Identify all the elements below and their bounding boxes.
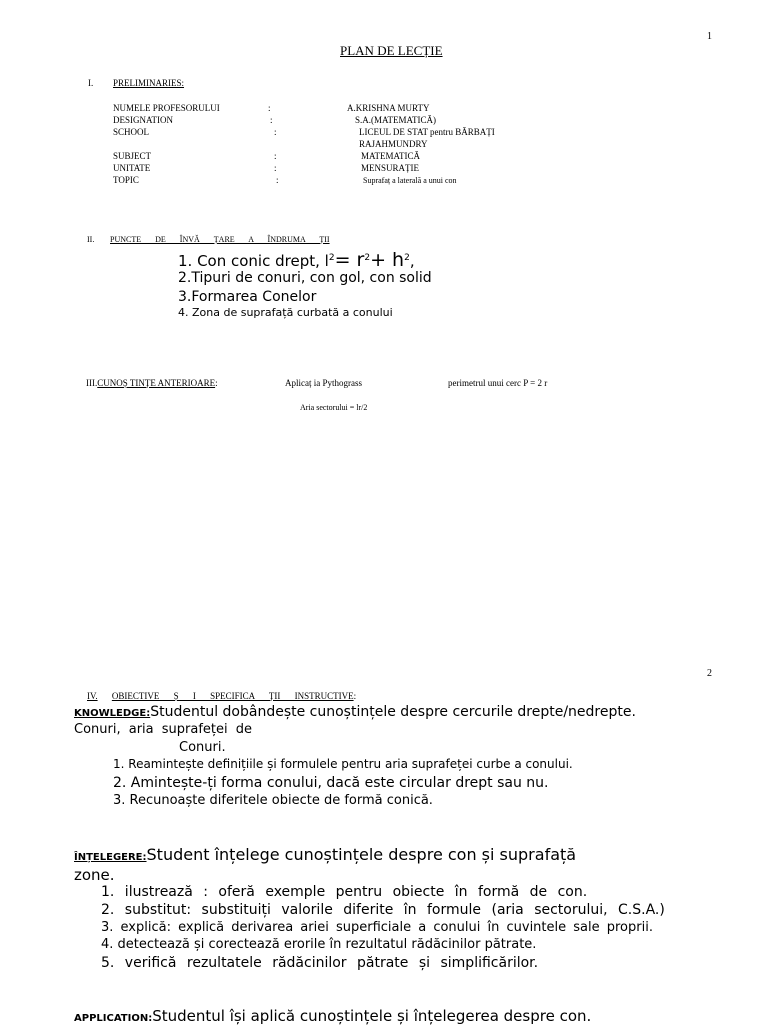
field-label: NUMELE PROFESORULUI xyxy=(113,103,220,113)
learning-point: 3.Formarea Conelor xyxy=(178,289,317,305)
knowledge-intro: KNOWLEDGE:Studentul dobândește cunoștințele despre cercurile drepte/nedrepte. xyxy=(74,704,636,720)
knowledge-item: 2. Amintește-ți forma conului, dacă este circular drept sau nu. xyxy=(113,775,549,791)
field-colon: : xyxy=(270,115,273,125)
field-colon: : xyxy=(274,151,277,161)
understanding-label: ÎNȚELEGERE: xyxy=(74,852,147,863)
learning-point: 4. Zona de suprafață curbată a conului xyxy=(178,306,393,319)
understanding-intro: ÎNȚELEGERE:Student înțelege cunoștințele despre con și suprafață xyxy=(74,845,577,864)
section-heading: IV. OBIECTIVE Ș I SPECIFICA ȚII INSTRUCTIVE: xyxy=(87,691,357,701)
page-number: 2 xyxy=(707,668,712,679)
knowledge-line: Conuri. xyxy=(179,740,226,755)
field-label: DESIGNATION xyxy=(113,115,173,125)
prior-knowledge-item: Aplicaț ia Pythograss xyxy=(285,378,362,388)
understanding-item: 4. detectează și corectează erorile în rezultatul rădăcinilor pătrate. xyxy=(101,937,537,952)
knowledge-line: Conuri, aria suprafeței de xyxy=(74,722,252,737)
understanding-item: 3. explică: explică derivarea ariei superficiale a conului în cuvintele sale proprii. xyxy=(101,920,653,935)
field-value: MATEMATICĂ xyxy=(361,151,421,161)
application-label: APPLICATION: xyxy=(74,1013,153,1024)
understanding-line: zone. xyxy=(74,866,115,884)
application-intro: APPLICATION:Studentul își aplică cunoștințele și înțelegerea despre con. xyxy=(74,1007,592,1025)
field-colon: : xyxy=(274,163,277,173)
learning-point: 1. Con conic drept, $l^2= r^2+ h^2$, xyxy=(178,249,415,271)
page-number: 1 xyxy=(707,31,712,42)
field-value: S.A.(MATEMATICĂ) xyxy=(355,115,436,125)
learning-point: 2.Tipuri de conuri, con gol, con solid xyxy=(178,270,432,286)
section-heading: PRELIMINARIES: xyxy=(113,78,185,88)
field-colon: : xyxy=(268,103,271,113)
field-value: MENSURAȚIE xyxy=(361,163,419,173)
field-value: Suprafaț a laterală a unui con xyxy=(363,176,457,185)
understanding-item: 2. substitut: substituiți valorile diferite în formule (aria sectorului, C.S.A.) xyxy=(101,902,665,918)
field-label: TOPIC xyxy=(113,175,139,185)
prior-knowledge-item: perimetrul unui cerc P = 2 r xyxy=(448,378,548,388)
field-value: A.KRISHNA MURTY xyxy=(347,103,430,113)
field-colon: : xyxy=(274,127,277,137)
knowledge-item: 1. Reamintește definițiile și formulele pentru aria suprafeței curbe a conului. xyxy=(113,757,573,771)
field-colon: : xyxy=(276,175,279,185)
understanding-item: 1. ilustrează : oferă exemple pentru obiecte în formă de con. xyxy=(101,884,588,900)
section-heading: PUNCTE DE ÎNVĂ ȚARE A ÎNDRUMA ȚII xyxy=(110,235,330,244)
field-value: LICEUL DE STAT pentru BĂRBAȚI xyxy=(359,127,495,137)
page-title: PLAN DE LECȚIE xyxy=(340,43,443,58)
section-number: I. xyxy=(88,78,94,88)
field-label: UNITATE xyxy=(113,163,151,173)
understanding-item: 5. verifică rezultatele rădăcinilor pătrate și simplificărilor. xyxy=(101,955,539,971)
field-label: SUBJECT xyxy=(113,151,152,161)
knowledge-item: 3. Recunoaște diferitele obiecte de formă conică. xyxy=(113,793,433,808)
section-number: II. xyxy=(87,235,95,244)
prior-knowledge-item: Aria sectorului = lr/2 xyxy=(300,403,368,412)
field-value: RAJAHMUNDRY xyxy=(359,139,428,149)
section-heading: III.CUNOȘ TINȚE ANTERIOARE: xyxy=(86,378,218,388)
knowledge-label: KNOWLEDGE: xyxy=(74,708,151,719)
field-label: SCHOOL xyxy=(113,127,150,137)
